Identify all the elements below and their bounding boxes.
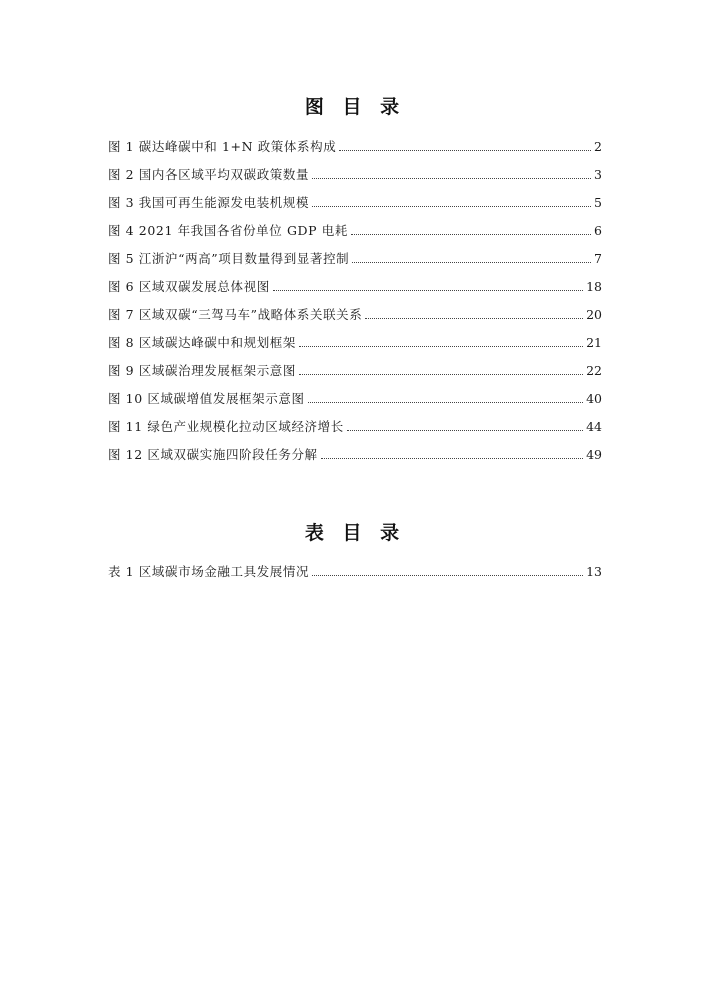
toc-entry-label: 图 9 区域碳治理发展框架示意图 bbox=[108, 363, 297, 378]
dot-leader bbox=[308, 402, 584, 403]
dot-leader bbox=[312, 178, 591, 179]
dot-leader bbox=[299, 374, 583, 375]
toc-entry-page: 40 bbox=[586, 391, 602, 406]
dot-leader bbox=[352, 262, 591, 263]
toc-entry-page: 7 bbox=[594, 251, 602, 266]
toc-entry-label: 图 4 2021 年我国各省份单位 GDP 电耗 bbox=[108, 223, 348, 238]
figure-toc-entry[interactable] bbox=[108, 323, 602, 351]
table-toc-title: 表 目 录 bbox=[304, 522, 406, 544]
toc-entry-page: 22 bbox=[586, 363, 602, 378]
toc-entry-page: 13 bbox=[586, 564, 602, 579]
toc-entry-page: 49 bbox=[586, 447, 602, 462]
figure-toc-entry[interactable] bbox=[108, 155, 602, 183]
toc-entry-page: 3 bbox=[594, 167, 602, 182]
toc-entry-label: 图 7 区域双碳“三驾马车”战略体系关联关系 bbox=[108, 307, 363, 322]
toc-entry-label: 图 8 区域碳达峰碳中和规划框架 bbox=[108, 335, 297, 350]
toc-entry-label: 图 10 区域碳增值发展框架示意图 bbox=[108, 391, 305, 406]
dot-leader bbox=[312, 206, 591, 207]
figure-toc-entry[interactable] bbox=[108, 351, 602, 379]
dot-leader bbox=[365, 318, 583, 319]
figure-toc-entry[interactable] bbox=[108, 239, 602, 267]
toc-entry-page: 18 bbox=[586, 279, 602, 294]
dot-leader bbox=[273, 290, 583, 291]
toc-entry-label: 图 11 绿色产业规模化拉动区域经济增长 bbox=[108, 419, 344, 434]
toc-entry-page: 20 bbox=[586, 307, 602, 322]
dot-leader bbox=[339, 150, 591, 151]
table-toc-list bbox=[108, 552, 602, 580]
toc-entry-page: 21 bbox=[586, 335, 602, 350]
figure-toc-entry[interactable] bbox=[108, 183, 602, 211]
figure-toc-entry[interactable] bbox=[108, 407, 602, 435]
dot-leader bbox=[299, 346, 583, 347]
toc-entry-label: 图 1 碳达峰碳中和 1+N 政策体系构成 bbox=[108, 139, 337, 154]
toc-entry-page: 44 bbox=[586, 419, 602, 434]
figure-toc-title: 图 目 录 bbox=[304, 96, 406, 118]
toc-entry-page: 5 bbox=[594, 195, 602, 210]
toc-entry-label: 图 3 我国可再生能源发电装机规模 bbox=[108, 195, 310, 210]
table-toc-entry[interactable] bbox=[108, 552, 602, 580]
toc-entry-label: 图 5 江浙沪“两高”项目数量得到显著控制 bbox=[108, 251, 350, 266]
figure-toc-entry[interactable] bbox=[108, 295, 602, 323]
figure-toc-entry[interactable] bbox=[108, 379, 602, 407]
dot-leader bbox=[312, 575, 583, 576]
toc-entry-label: 图 2 国内各区域平均双碳政策数量 bbox=[108, 167, 310, 182]
toc-entry-label: 图 12 区域双碳实施四阶段任务分解 bbox=[108, 447, 318, 462]
toc-entry-label: 表 1 区域碳市场金融工具发展情况 bbox=[108, 564, 310, 579]
toc-entry-page: 2 bbox=[594, 139, 602, 154]
figure-toc-list bbox=[108, 127, 602, 463]
figure-toc-entry[interactable] bbox=[108, 267, 602, 295]
toc-entry-page: 6 bbox=[594, 223, 602, 238]
dot-leader bbox=[351, 234, 591, 235]
figure-toc-entry[interactable] bbox=[108, 127, 602, 155]
toc-entry-label: 图 6 区域双碳发展总体视图 bbox=[108, 279, 270, 294]
figure-toc-entry[interactable] bbox=[108, 211, 602, 239]
figure-toc-entry[interactable] bbox=[108, 435, 602, 463]
dot-leader bbox=[347, 430, 583, 431]
dot-leader bbox=[321, 458, 583, 459]
